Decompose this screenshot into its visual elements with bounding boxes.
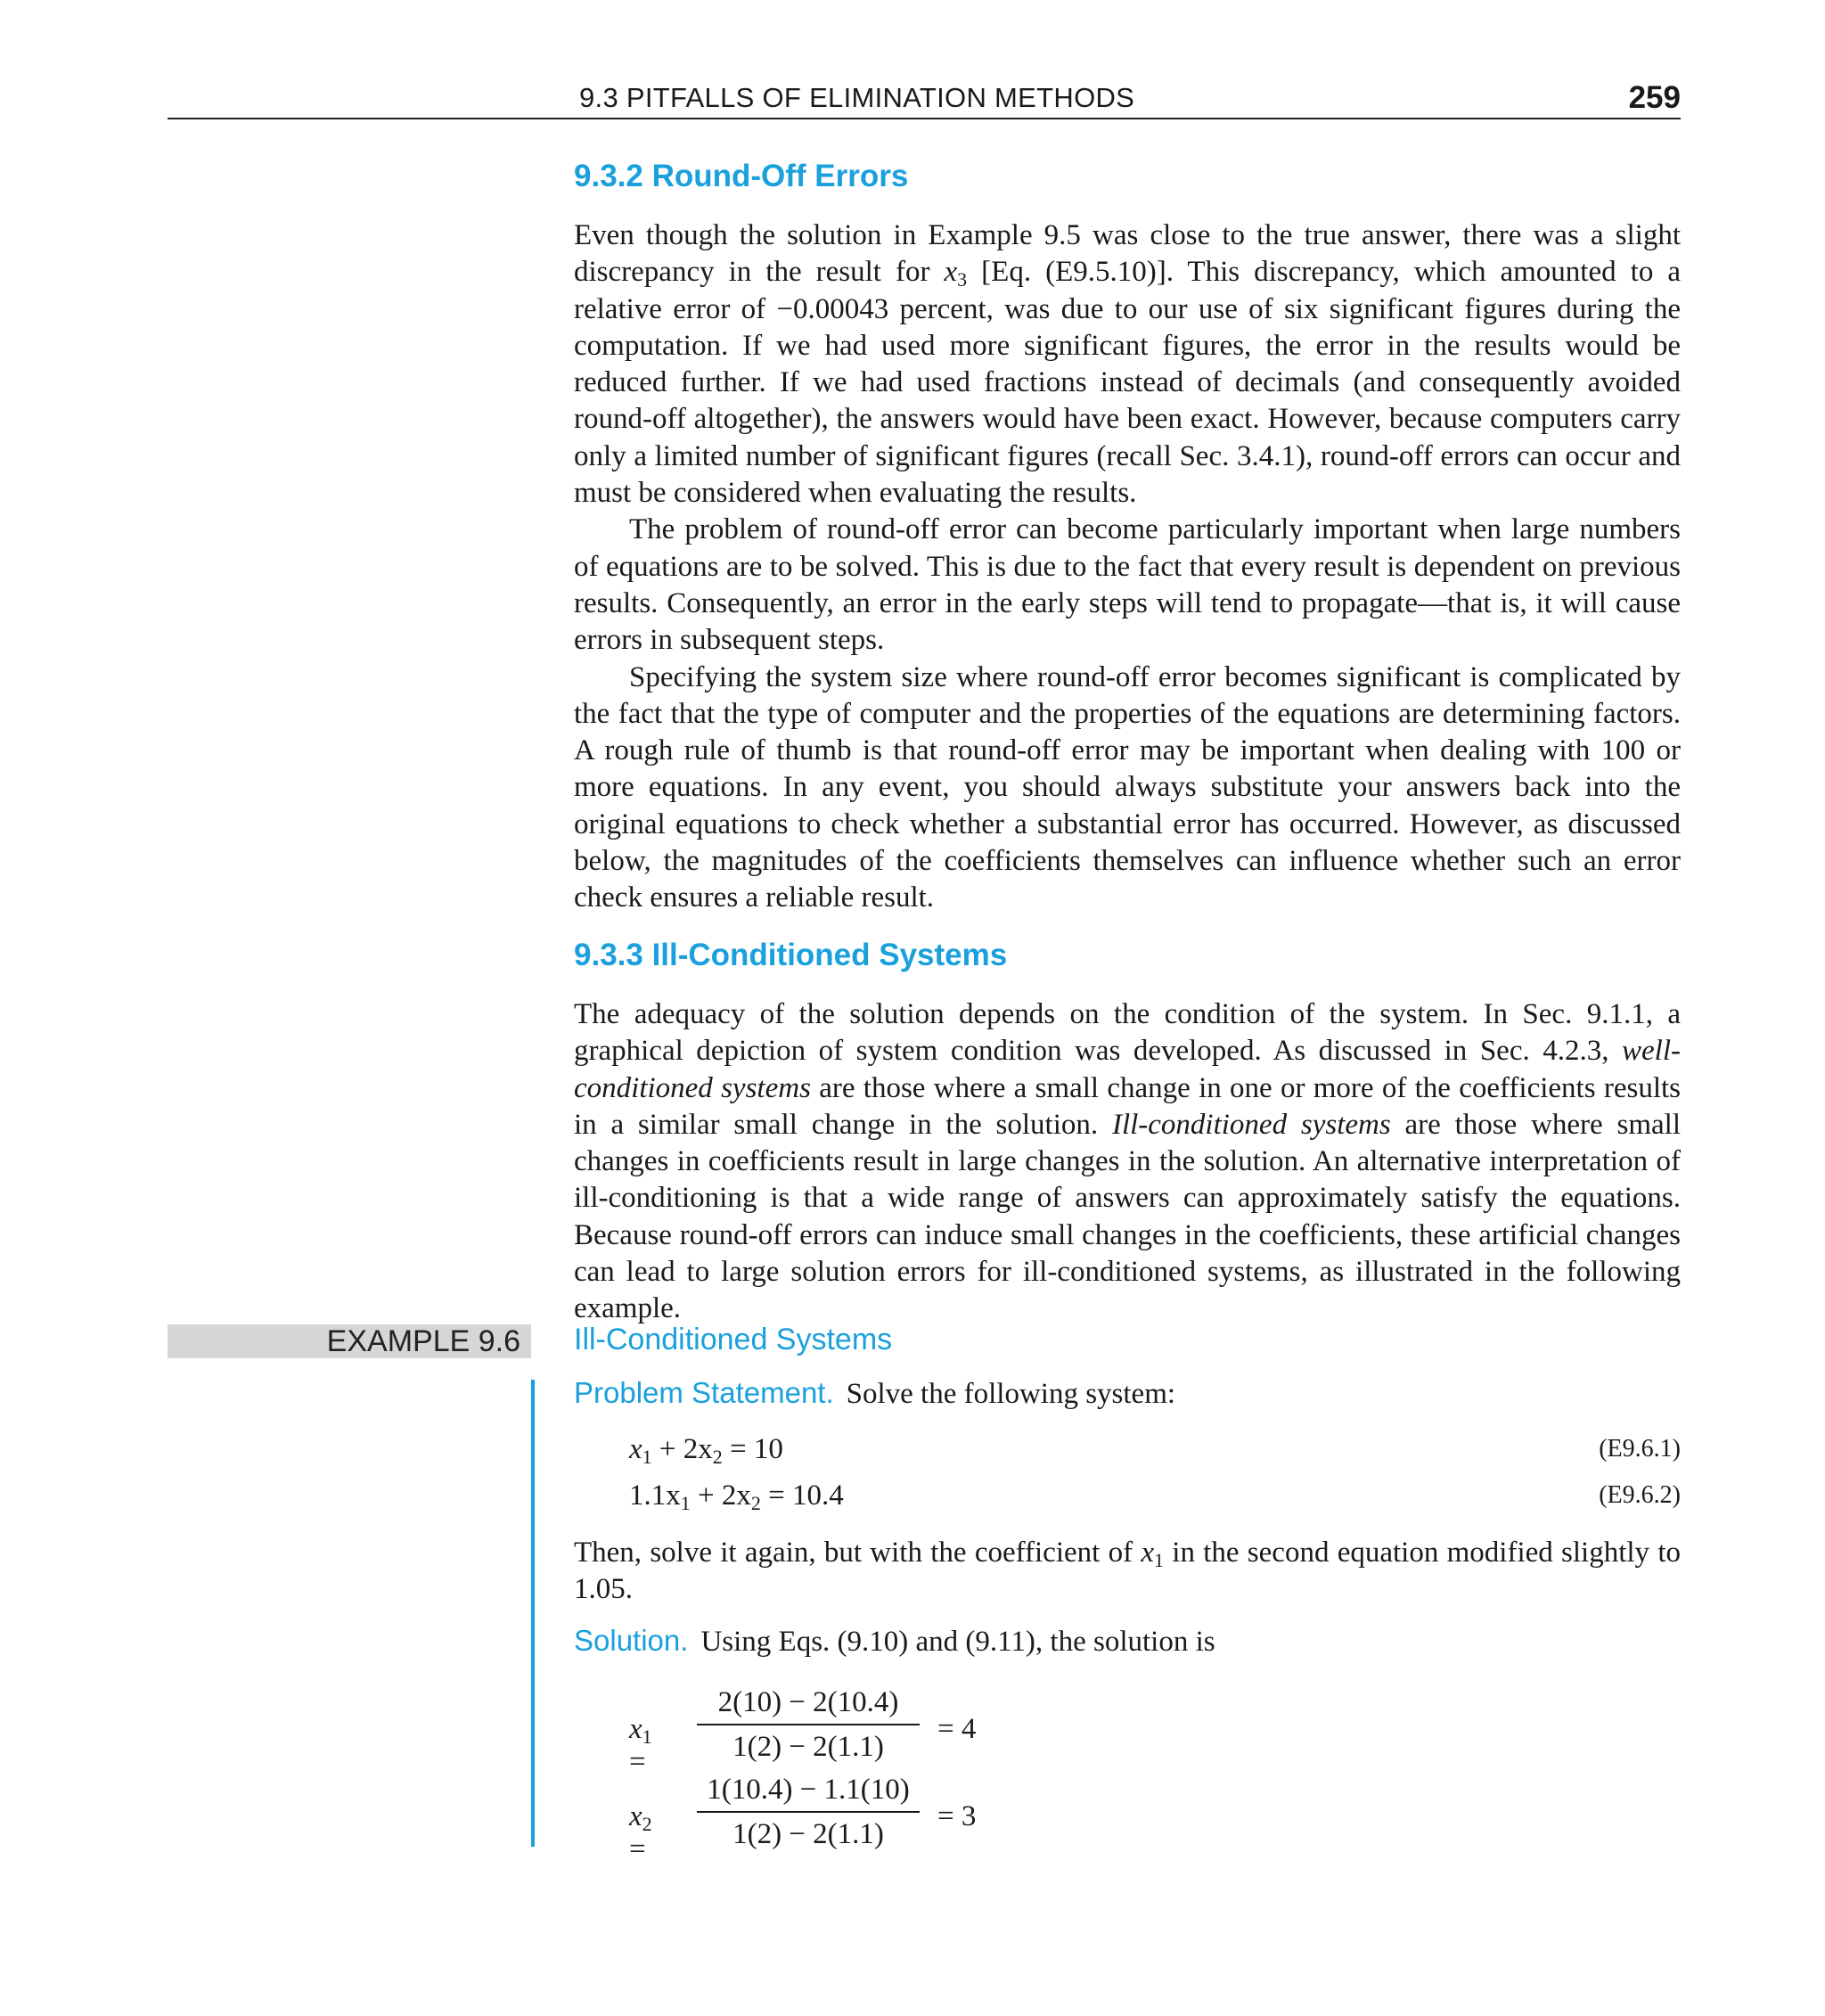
equation-e962: $1.1x_1 + 2x_2 = 10.4$ (E9.6.2) [629,1479,1681,1514]
equation-result: = 4 [937,1713,977,1745]
problem-statement-heading: Problem Statement. [574,1376,834,1409]
fraction-denominator: 1(2) − 2(1.1) [732,1731,884,1763]
solution [574,1624,1215,1659]
section-ill-conditioned-body [574,996,1681,1328]
paragraph: Specifying the system size where round-off error becomes significant is complicated by the fact that the type of computer and the properties of the equations are determining factors. A rough rule of thumb is that round-off error may be important when dealing with 100 or more equations. In any event, you should always substitute your answers back into the original equations to check whether a substantial error has occurred. However, as discussed below, the magnitudes of the coefficients themselves can influence whether such an error check ensures a reliable result. [574,660,1681,914]
example-title: Ill-Conditioned Systems [574,1323,893,1356]
example-label-bar [168,1324,531,1358]
page-number: 259 [1628,80,1681,115]
equation-result: = 3 [937,1800,977,1832]
problem-statement-text: Solve the following system: [846,1378,1176,1410]
solution-heading: Solution. [574,1624,689,1657]
section-heading-ill-conditioned: 9.3.3 Ill-Conditioned Systems [574,938,1008,972]
fraction-denominator: 1(2) − 2(1.1) [732,1818,884,1850]
equation-e961: $x_1 + 2x_2 = 10$ (E9.6.1) [629,1433,1681,1468]
solution-text: Using Eqs. (9.10) and (9.11), the solution is [700,1626,1215,1658]
running-title: 9.3 PITFALLS OF ELIMINATION METHODS [579,82,1135,113]
paragraph: Even though the solution in Example 9.5 was close to the true answer, there was a slight discrepancy in the result for $x_3$ [Eq. (E9.5.10)]. This discrepancy, which amounted to a relative error of −0.00043 percent, was due to our use of six significant figures during the computation. If we had used more significant figures, the error in the results would be reduced further. If we had used fractions instead of decimals (and consequently avoided round-off altogether), the answers would have been exact. However, because computers carry only a limited number of significant figures (recall Sec. 3.4.1), round-off errors can occur and must be considered when evaluating the results. [574,219,1681,510]
fraction-bar [697,1724,920,1725]
fraction-bar [697,1811,920,1813]
fraction [697,1770,920,1854]
example-label: EXAMPLE 9.6 [326,1324,520,1358]
equation-number: (E9.6.1) [1599,1435,1681,1463]
section-round-off-body [574,217,1681,917]
running-head [168,80,1681,119]
paragraph: The adequacy of the solution depends on the condition of the system. In Sec. 9.1.1, a graphical depiction of system condition was developed. As discussed in Sec. 4.2.3, well-conditioned systems are those where a small change in one or more of the coefficients results in a similar small change in the solution. Ill-conditioned systems are those where small changes in coefficients result in large changes in the solution. An alternative interpretation of ill-conditioning is that a wide range of answers can approximately satisfy the equations. Because round-off errors can induce small changes in the coefficients, these artificial changes can lead to large solution errors for ill-conditioned systems, as illustrated in the following example. [574,998,1682,1325]
fraction [697,1683,920,1766]
problem-statement [574,1376,1175,1411]
fraction-numerator: 1(10.4) − 1.1(10) [707,1774,910,1806]
example-then-text [574,1535,1681,1609]
equation-number: (E9.6.2) [1599,1481,1681,1509]
paragraph: Then, solve it again, but with the coefficient of $x_1$ in the second equation modified slightly to 1.05. [574,1537,1681,1606]
fraction-numerator: 2(10) − 2(10.4) [717,1686,899,1718]
example-side-rule [531,1380,535,1847]
section-heading-round-off: 9.3.2 Round-Off Errors [574,159,909,193]
paragraph: The problem of round-off error can become particularly important when large numbers of equations are to be solved. This is due to the fact that every result is dependent on previous results. Consequently, an error in the early steps will tend to propagate—that is, it will cause errors in subsequent steps. [574,513,1681,657]
